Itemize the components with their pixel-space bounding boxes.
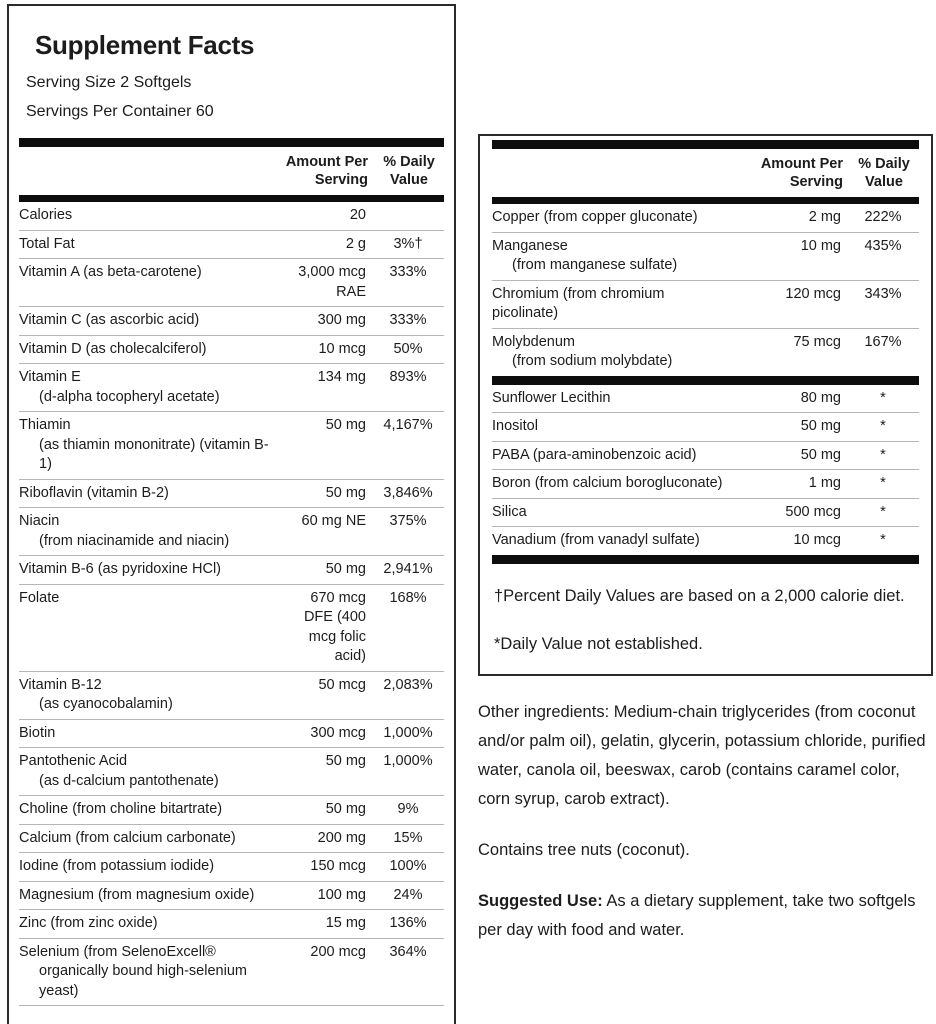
column-headers-right xyxy=(492,149,919,197)
section-divider-bar xyxy=(492,555,919,564)
ingredient-detail: (from manganese sulfate) xyxy=(512,257,678,273)
ingredient-name: Zinc (from zinc oxide) xyxy=(19,915,158,931)
table-row xyxy=(19,824,444,853)
ingredient-name-cell xyxy=(19,752,286,791)
ingredient-detail: organically bound high-selenium yeast) xyxy=(39,963,247,999)
ingredient-detail: (as d-calcium pantothenate) xyxy=(39,772,219,789)
ingredient-name: Chromium (from chromium xyxy=(492,285,665,302)
amount-cell: 100 mg xyxy=(317,886,366,903)
table-row xyxy=(19,938,444,1006)
ingredient-name: Iodine (from potassium iodide) xyxy=(19,858,215,874)
ingredient-name-cell xyxy=(19,914,286,934)
daily-value-cell: * xyxy=(880,418,886,434)
ingredient-name: Vitamin B-6 (as pyridoxine HCl) xyxy=(19,561,221,577)
ingredient-name-cell xyxy=(19,416,286,475)
amount-cell: 300 mcg xyxy=(310,724,366,741)
daily-value-cell: * xyxy=(880,446,886,463)
daily-value-cell: 24% xyxy=(393,886,423,903)
serving-size: Serving Size 2 Softgels xyxy=(26,74,192,91)
suggested-use-text: As a dietary supplement, take two softgels per day with food and water. xyxy=(478,891,916,939)
daily-value-cell: 2,083% xyxy=(383,676,433,693)
ingredient-name-cell xyxy=(19,206,286,226)
ingredient-detail: (from niacinamide and niacin) xyxy=(39,532,230,549)
ingredient-name-cell xyxy=(492,531,761,551)
daily-value-cell: 50% xyxy=(393,340,423,357)
table-row xyxy=(19,584,444,671)
ingredient-name-cell xyxy=(19,800,286,820)
table-row xyxy=(19,671,444,719)
supplement-facts-panel-left xyxy=(7,4,456,1024)
amount-cell: 50 mg xyxy=(325,417,366,433)
ingredient-name-cell xyxy=(19,263,286,283)
table-row xyxy=(19,795,444,824)
ingredient-name-cell xyxy=(19,724,286,744)
table-row xyxy=(19,363,444,411)
ingredient-name: Vitamin C (as ascorbic acid) xyxy=(19,312,200,328)
ingredient-name: PABA (para-aminobenzoic acid) xyxy=(492,446,697,463)
amount-cell: 134 mg xyxy=(317,369,366,385)
table-row xyxy=(19,881,444,910)
column-headers-left xyxy=(19,147,444,195)
section-divider-bar xyxy=(492,376,919,385)
amount-cell: 20 xyxy=(349,207,366,223)
medium-divider-bar xyxy=(492,197,919,204)
amount-cell: 80 mg xyxy=(800,389,841,406)
daily-value-cell: 222% xyxy=(864,209,902,225)
allergen-statement: Contains tree nuts (coconut). xyxy=(478,840,690,859)
daily-value-cell: * xyxy=(880,503,886,520)
amount-cell: 50 mg xyxy=(325,801,366,817)
minerals-table xyxy=(492,204,919,376)
ingredient-name: Selenium (from SelenoExcell® xyxy=(19,943,216,960)
daily-value-cell: * xyxy=(880,475,886,491)
ingredient-name: Molybdenum xyxy=(492,333,576,350)
thick-divider-bar xyxy=(492,140,919,149)
label-notes xyxy=(478,698,933,945)
ingredient-name: Pantothenic Acid xyxy=(19,753,128,769)
amount-cell: 75 mcg xyxy=(793,333,841,350)
amount-cell: 200 mg xyxy=(317,829,366,846)
table-row xyxy=(19,747,444,795)
ingredient-name: Riboflavin (vitamin B-2) xyxy=(19,484,169,501)
ingredient-name-cell xyxy=(19,512,286,551)
ingredient-name-cell xyxy=(492,285,761,324)
ingredient-name-cell xyxy=(492,503,761,523)
ingredient-name: Folate xyxy=(19,589,60,606)
ingredient-name-cell xyxy=(19,560,286,580)
table-row xyxy=(19,852,444,881)
daily-value-cell: 9% xyxy=(397,801,419,817)
ingredient-name: Vitamin D (as cholecalciferol) xyxy=(19,340,207,357)
ingredient-name: Thiamin xyxy=(19,417,71,433)
table-row xyxy=(19,411,444,479)
right-column xyxy=(478,134,933,945)
amount-cell: 10 mg xyxy=(800,237,841,254)
daily-value-cell: 435% xyxy=(864,237,902,254)
ingredient-name-cell xyxy=(19,368,286,407)
ingredient-name: Magnesium (from magnesium oxide) xyxy=(19,886,255,903)
daily-value-cell: 100% xyxy=(389,858,427,874)
table-row xyxy=(19,258,444,306)
ingredient-name-cell xyxy=(492,237,761,276)
ingredient-name-cell xyxy=(492,389,761,409)
table-row xyxy=(492,328,919,376)
table-row xyxy=(492,385,919,413)
daily-value-cell: 167% xyxy=(864,333,902,350)
ingredient-name: Vitamin E xyxy=(19,369,81,385)
ingredient-name-cell xyxy=(19,484,286,504)
ingredient-name: Manganese xyxy=(492,237,568,254)
daily-value-cell: * xyxy=(880,389,886,406)
amount-cell: 10 mcg xyxy=(793,532,841,548)
daily-value-footnote: †Percent Daily Values are based on a 2,000 calorie diet. xyxy=(494,586,905,605)
amount-cell: 670 mcg DFE (400 mcg folic acid) xyxy=(303,589,366,664)
ingredient-name-cell xyxy=(19,589,286,609)
suggested-use xyxy=(478,887,933,945)
table-row xyxy=(492,280,919,328)
ingredient-name-cell xyxy=(19,857,286,877)
panel-title: Supplement Facts xyxy=(35,30,255,60)
amount-cell: 2 mg xyxy=(808,209,841,225)
amount-cell: 10 mcg xyxy=(318,340,366,357)
ingredient-name-cell xyxy=(19,943,286,1002)
suggested-use-label: Suggested Use: xyxy=(478,891,603,910)
daily-value-cell: 375% xyxy=(389,513,427,529)
amount-cell: 50 mcg xyxy=(318,676,366,693)
daily-value-cell: 3%† xyxy=(393,235,423,252)
table-row xyxy=(19,479,444,508)
ingredient-name-cell xyxy=(492,474,761,494)
table-row xyxy=(492,441,919,470)
ingredient-name-cell xyxy=(19,829,286,849)
ingredient-name: Silica xyxy=(492,503,527,520)
amount-per-serving-header: Amount Per Serving xyxy=(760,156,843,190)
daily-value-cell: 343% xyxy=(864,285,902,302)
amount-cell: 3,000 mcg RAE xyxy=(298,264,366,300)
ingredient-name: Calcium (from calcium carbonate) xyxy=(19,829,236,846)
not-established-footnote: *Daily Value not established. xyxy=(494,634,703,653)
ingredient-name: Biotin xyxy=(19,724,56,741)
table-row xyxy=(19,306,444,335)
ingredient-name: Vitamin A (as beta-carotene) xyxy=(19,264,202,280)
amount-cell: 2 g xyxy=(345,235,366,252)
daily-value-cell: 333% xyxy=(389,312,427,328)
daily-value-cell: 893% xyxy=(389,369,427,385)
table-row xyxy=(492,232,919,280)
table-row xyxy=(19,507,444,555)
ingredient-detail: (d-alpha tocopheryl acetate) xyxy=(39,388,220,405)
amount-cell: 50 mg xyxy=(800,418,841,434)
amount-cell: 1 mg xyxy=(808,475,841,491)
ingredient-name: Vanadium (from vanadyl sulfate) xyxy=(492,532,700,548)
nutrient-table-left xyxy=(19,202,444,1006)
amount-cell: 120 mcg xyxy=(785,285,841,302)
ingredient-name-cell xyxy=(19,311,286,331)
table-row xyxy=(492,469,919,498)
amount-cell: 150 mcg xyxy=(310,858,366,874)
ingredient-name: Calories xyxy=(19,207,73,223)
table-row xyxy=(492,498,919,527)
ingredient-name: Niacin xyxy=(19,513,60,529)
table-row xyxy=(19,202,444,230)
table-row xyxy=(492,204,919,232)
table-row xyxy=(19,230,444,259)
daily-value-cell: 333% xyxy=(389,264,427,280)
daily-value-cell: 3,846% xyxy=(383,484,433,501)
amount-per-serving-header: Amount Per Serving xyxy=(285,154,368,188)
daily-value-cell: 2,941% xyxy=(383,561,433,577)
daily-value-cell: * xyxy=(880,532,886,548)
ingredient-name-cell xyxy=(492,417,761,437)
other-nutrients-table xyxy=(492,385,919,555)
servings-per-container: Servings Per Container 60 xyxy=(26,103,214,120)
ingredient-name: Vitamin B-12 xyxy=(19,676,102,693)
amount-cell: 300 mg xyxy=(317,312,366,328)
table-row xyxy=(19,719,444,748)
table-row xyxy=(19,909,444,938)
supplement-facts-panel-right xyxy=(478,134,933,676)
daily-value-cell: 168% xyxy=(389,589,427,606)
other-ingredients-text: Other ingredients: Medium-chain triglycerides (from coconut and/or palm oil), gelatin, glycerin, potassium chloride, purified water, canola oil, beeswax, carob (contains caramel color, corn syrup, carob extract). xyxy=(478,702,926,808)
ingredient-detail: picolinate) xyxy=(492,305,559,321)
percent-daily-value-header: % Daily Value xyxy=(858,156,910,190)
ingredient-name-cell xyxy=(19,886,286,906)
daily-value-cell: 1,000% xyxy=(383,753,433,769)
ingredient-name-cell xyxy=(492,333,761,372)
table-row xyxy=(492,412,919,441)
ingredient-name-cell xyxy=(19,340,286,360)
amount-cell: 200 mcg xyxy=(310,943,366,960)
table-row xyxy=(19,335,444,364)
daily-value-cell: 364% xyxy=(389,943,427,960)
ingredient-detail: (as thiamin mononitrate) (vitamin B-1) xyxy=(39,436,269,472)
ingredient-name-cell xyxy=(492,446,761,466)
amount-cell: 50 mg xyxy=(800,446,841,463)
ingredient-detail: (as cyanocobalamin) xyxy=(39,696,173,712)
daily-value-cell: 15% xyxy=(393,829,423,846)
ingredient-name: Choline (from choline bitartrate) xyxy=(19,801,223,817)
daily-value-cell: 1,000% xyxy=(383,724,433,741)
table-row xyxy=(492,526,919,555)
daily-value-cell: 4,167% xyxy=(383,417,433,433)
ingredient-name-cell xyxy=(19,235,286,255)
amount-cell: 15 mg xyxy=(325,915,366,931)
amount-cell: 500 mcg xyxy=(785,503,841,520)
thick-divider-bar xyxy=(19,138,444,147)
medium-divider-bar xyxy=(19,195,444,202)
percent-daily-value-header: % Daily Value xyxy=(383,154,435,188)
amount-cell: 50 mg xyxy=(325,753,366,769)
ingredient-name: Sunflower Lecithin xyxy=(492,389,611,406)
amount-cell: 60 mg NE xyxy=(301,513,366,529)
ingredient-name: Total Fat xyxy=(19,235,75,252)
ingredient-name: Copper (from copper gluconate) xyxy=(492,209,698,225)
ingredient-detail: (from sodium molybdate) xyxy=(512,353,673,369)
ingredient-name: Boron (from calcium borogluconate) xyxy=(492,475,723,491)
amount-cell: 50 mg xyxy=(325,561,366,577)
footnotes xyxy=(492,564,919,658)
ingredient-name: Inositol xyxy=(492,418,538,434)
daily-value-cell: 136% xyxy=(389,915,427,931)
table-row xyxy=(19,555,444,584)
ingredient-name-cell xyxy=(492,208,761,228)
ingredient-name-cell xyxy=(19,676,286,715)
amount-cell: 50 mg xyxy=(325,484,366,501)
